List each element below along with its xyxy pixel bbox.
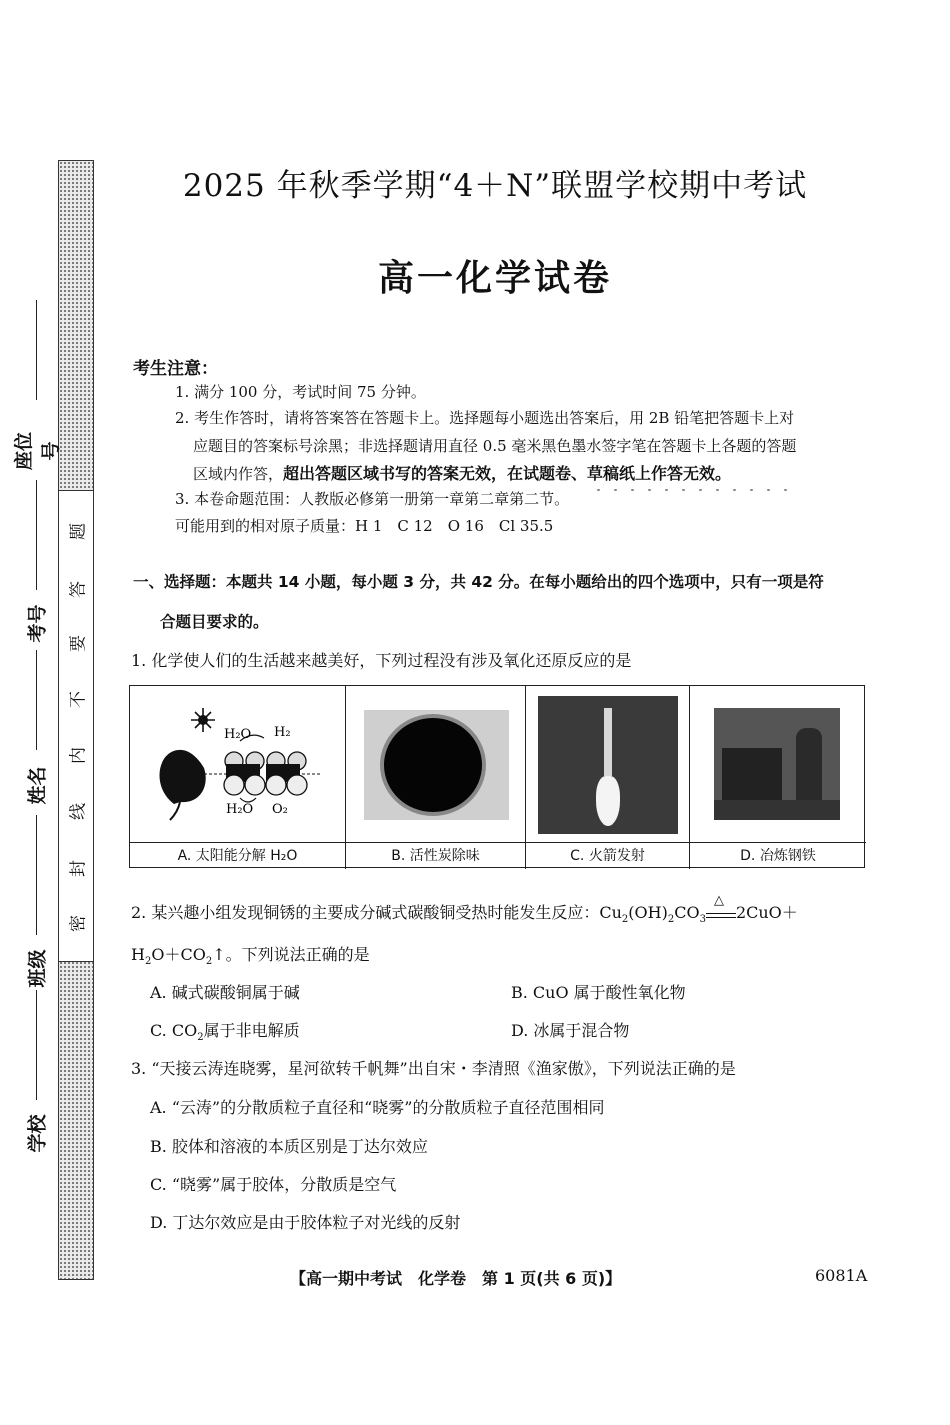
q2-text: CO xyxy=(674,903,700,922)
q1-caption-a: A. 太阳能分解 H₂O xyxy=(130,842,345,869)
school-field-line[interactable] xyxy=(36,990,37,1100)
seal-char: 密 xyxy=(68,915,89,932)
ground xyxy=(714,800,840,820)
subscript: 2 xyxy=(144,956,152,968)
q1-cell-a[interactable] xyxy=(130,686,346,869)
q1-caption-c: C. 火箭发射 xyxy=(526,842,689,869)
label-h2-top: H₂ xyxy=(274,725,291,740)
label-o2-bottom: O₂ xyxy=(272,802,288,817)
q2-text: 2CuO＋ xyxy=(735,903,798,922)
q2-option-b[interactable]: B. CuO 属于酸性氧化物 xyxy=(511,983,686,1002)
subscript: 2 xyxy=(667,914,675,926)
class-field-line[interactable] xyxy=(36,815,37,935)
notice-text: 区域内作答， xyxy=(193,465,284,483)
notice-item-2: 2. 考生作答时，请将答案答在答题卡上。选择题每小题选出答案后，用 2B 铅笔把答题卡上对 xyxy=(175,409,795,427)
seal-char: 答 xyxy=(68,581,89,598)
solar-diagram-svg xyxy=(130,686,345,841)
q1-caption-d: D. 冶炼钢铁 xyxy=(690,842,866,869)
q2-text: (OH) xyxy=(628,903,668,922)
question-2-stem xyxy=(131,893,798,926)
atomic-masses: 可能用到的相对原子质量：H 1 C 12 O 16 Cl 35.5 xyxy=(175,517,554,535)
q2-option-a[interactable]: A. 碱式碳酸铜属于碱 xyxy=(150,983,300,1002)
equals-arrow xyxy=(706,913,736,918)
q3-option-a[interactable]: A. “云涛”的分散质粒子直径和“晓雾”的分散质粒子直径范围相同 xyxy=(150,1098,605,1117)
seal-char: 线 xyxy=(68,803,89,820)
q2-text: 2. 某兴趣小组发现铜锈的主要成分碱式碳酸铜受热时能发生反应：Cu xyxy=(131,903,622,922)
q1-cell-b[interactable] xyxy=(346,686,526,869)
paper-title: 高一化学试卷 xyxy=(377,258,612,299)
activated-carbon-photo xyxy=(346,686,525,842)
notice-item-2-cont: 应题目的答案标号涂黑；非选择题请用直径 0.5 毫米黑色墨水签字笔在答题卡上各题的答题 xyxy=(193,437,797,455)
name-label: 姓名 xyxy=(26,766,49,805)
notice-item-2-cont xyxy=(193,461,731,484)
q2-option-c-text: 属于非电解质 xyxy=(203,1021,300,1040)
q3-option-d[interactable]: D. 丁达尔效应是由于胶体粒子对光线的反射 xyxy=(150,1213,461,1232)
notice-bold-warning: 超出答题区域书写的答案无效，在试题卷、草稿纸上作答无效。 xyxy=(283,464,732,483)
section-heading: 一、选择题：本题共 14 小题，每小题 3 分，共 42 分。在每小题给出的四个选项中，只有一项是符 xyxy=(133,573,824,591)
q2-option-c-text: C. CO xyxy=(150,1021,198,1040)
seal-char: 封 xyxy=(68,860,89,877)
q1-cell-c[interactable] xyxy=(526,686,690,869)
name-field-line[interactable] xyxy=(36,650,37,750)
rocket-flame xyxy=(596,776,620,826)
page-footer: 【高一期中考试 化学卷 第 1 页(共 6 页)】 xyxy=(290,1269,622,1288)
exam-title: 2025 年秋季学期“4＋N”联盟学校期中考试 xyxy=(182,168,808,204)
seat-label: 座位号 xyxy=(13,432,62,471)
seat-field-line[interactable] xyxy=(36,300,37,400)
q2-option-d[interactable]: D. 冰属于混合物 xyxy=(511,1021,630,1040)
q2-option-c[interactable] xyxy=(150,1018,300,1043)
solar-water-splitting-diagram xyxy=(130,686,345,842)
exam-no-field-line[interactable] xyxy=(36,480,37,590)
q1-cell-d[interactable] xyxy=(690,686,866,869)
photo-frame xyxy=(538,696,678,834)
worker xyxy=(796,728,822,804)
subscript: 3 xyxy=(699,914,706,926)
label-h2o-bottom: H₂O xyxy=(226,802,254,817)
label-h2o-top: H₂O xyxy=(224,727,252,742)
notice-item-1: 1. 满分 100 分，考试时间 75 分钟。 xyxy=(175,383,426,401)
subscript: 2 xyxy=(197,1032,204,1044)
school-label: 学校 xyxy=(26,1114,49,1153)
class-label: 班级 xyxy=(26,949,49,988)
q3-option-b[interactable]: B. 胶体和溶液的本质区别是丁达尔效应 xyxy=(150,1137,428,1156)
seal-char: 不 xyxy=(68,691,89,708)
carbon-disc xyxy=(384,718,482,812)
emphasis-dots xyxy=(590,488,790,492)
seal-char: 要 xyxy=(68,635,89,652)
photo-frame xyxy=(364,710,509,820)
heat-arrow xyxy=(706,893,736,918)
seal-char: 题 xyxy=(68,523,89,540)
q2-text: ↑。下列说法正确的是 xyxy=(212,945,370,964)
notice-heading: 考生注意： xyxy=(133,359,218,379)
question-2-stem-cont xyxy=(131,942,370,967)
q1-image-table xyxy=(129,685,865,868)
q2-text: H xyxy=(131,945,145,964)
furnace xyxy=(722,748,782,808)
rocket-launch-photo xyxy=(526,686,689,842)
q3-option-c[interactable]: C. “晓雾”属于胶体，分散质是空气 xyxy=(150,1175,397,1194)
photo-frame xyxy=(714,708,840,820)
notice-item-3: 3. 本卷命题范围：人教版必修第一册第一章第二章第二节。 xyxy=(175,490,570,508)
q2-text: O＋CO xyxy=(151,945,206,964)
paper-code: 6081A xyxy=(815,1266,868,1285)
subscript: 2 xyxy=(621,914,629,926)
section-heading-cont: 合题目要求的。 xyxy=(160,613,269,631)
seal-char: 内 xyxy=(68,747,89,764)
question-1-stem: 1. 化学使人们的生活越来越美好，下列过程没有涉及氧化还原反应的是 xyxy=(131,651,632,670)
q1-caption-b: B. 活性炭除味 xyxy=(346,842,525,869)
steel-smelting-photo xyxy=(690,686,866,842)
rocket-body xyxy=(604,708,612,776)
seal-notice-box xyxy=(58,490,94,962)
exam-no-label: 考号 xyxy=(26,604,49,643)
question-3-stem: 3. “天接云涛连晓雾，星河欲转千帆舞”出自宋・李清照《渔家傲》，下列说法正确的是 xyxy=(131,1059,736,1078)
heat-triangle: △ xyxy=(713,893,724,908)
subscript: 2 xyxy=(205,956,213,968)
